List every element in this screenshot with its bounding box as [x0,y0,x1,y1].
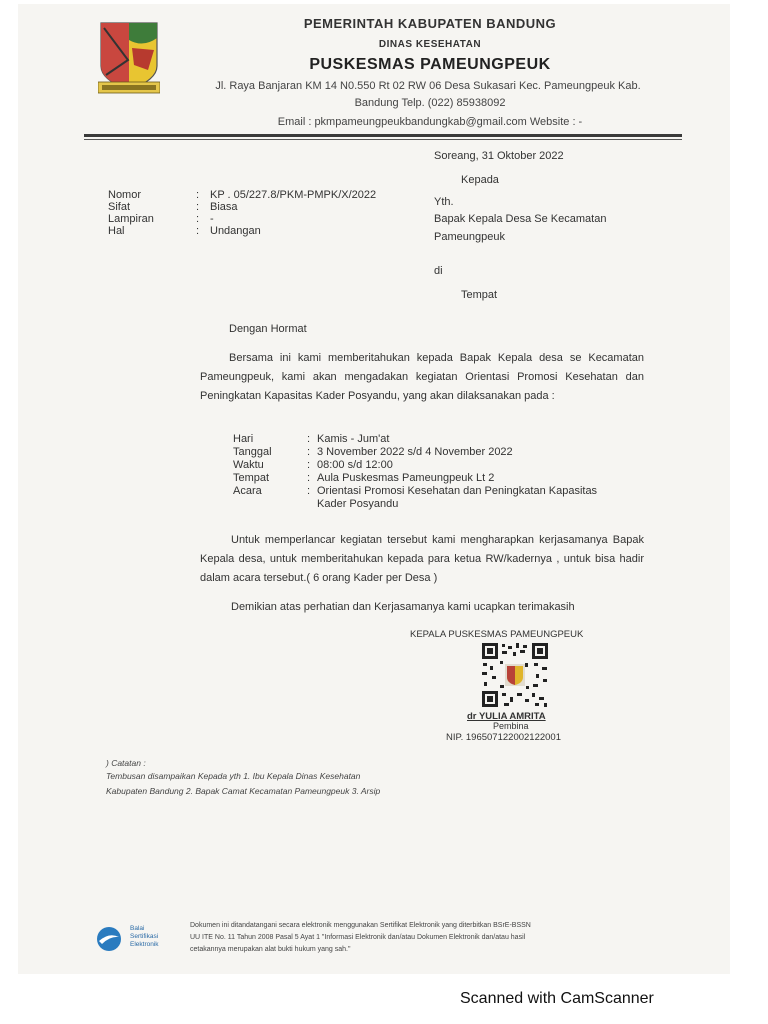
government-name: PEMERINTAH KABUPATEN BANDUNG [303,16,557,31]
esign-footer-line-3: cetakannya merupakan alat bukti hukum yang sah." [190,946,351,953]
detail-row: Hari : Kamis - Jum'at [233,433,390,445]
event-details [233,433,597,511]
department-name: DINAS KESEHATAN [378,39,482,50]
closing-line: Demikian atas perhatian dan Kerjasamanya kami ucapkan terimakasih [231,601,575,613]
signature-title: KEPALA PUSKESMAS PAMEUNGPEUK [410,629,584,640]
recipient-to: Kepada [461,174,499,186]
meta-row: Sifat : Biasa [108,201,238,213]
notes-line-2: Kabupaten Bandung 2. Bapak Camat Kecamatan Pameungpeuk 3. Arsip [106,786,381,796]
bsre-label: Balai Sertifikasi Elektronik [130,925,159,948]
meta-row: Nomor : KP . 05/227.8/PKM-PMPK/X/2022 [108,189,377,201]
detail-row: Tanggal : 3 November 2022 s/d 4 November 2022 [233,446,513,458]
recipient-name-line-1: Bapak Kepala Desa Se Kecamatan [434,213,607,225]
body-paragraph-2: Untuk memperlancar kegiatan tersebut kami mengharapkan kerjasamanya Bapak Kepala desa, untuk memberitahukan kepada para ketua RW/kadernya , untuk bisa hadir dalam acara tersebut.( 6 orang Kader per Desa ) [200,534,644,584]
recipient-yth: Yth. [434,196,454,208]
place-date: Soreang, 31 Oktober 2022 [434,150,564,162]
esign-footer-line-2: UU ITE No. 11 Tahun 2008 Pasal 5 Ayat 1 "Informasi Elektronik dan/atau Dokumen Elektronik dan/atau hasil [190,934,526,941]
esign-footer [190,920,531,956]
signatory-nip: NIP. 196507122002122001 [446,732,561,743]
recipient-name-line-2: Pameungpeuk [434,231,505,243]
notes-label: ) Catatan : [106,758,146,768]
address-line-1: Jl. Raya Banjaran KM 14 N0.550 Rt 02 RW 06 Desa Sukasari Kec. Pameungpeuk Kab. [215,80,641,92]
detail-row-continued: Kader Posyandu [317,498,399,510]
detail-row: Waktu : 08:00 s/d 12:00 [233,459,393,471]
header-rule-thin [84,139,682,140]
notes-line-1: Tembusan disampaikan Kepada yth 1. Ibu Kepala Dinas Kesehatan [106,771,361,781]
detail-row: Tempat : Aula Puskesmas Pameungpeuk Lt 2 [233,472,495,484]
kabupaten-bandung-logo [98,20,160,96]
meta-row: Lampiran : - [108,213,214,225]
intro-paragraph: Bersama ini kami memberitahukan kepada Bapak Kepala desa se Kecamatan Pameungpeuk, kami akan mengadakan kegiatan Orientasi Promosi Kesehatan dan Peningkatan Kapasitas Kader Posyandu, yang akan dilaksanakan pada : [200,352,644,402]
signatory-name: dr YULIA AMRITA [467,711,546,722]
organization-name: PUSKESMAS PAMEUNGPEUK [309,56,551,73]
recipient-tempat: Tempat [461,289,498,301]
camscanner-watermark: Scanned with CamScanner [460,990,654,1007]
letter-meta [108,189,376,237]
recipient-di: di [434,265,443,277]
contact-line: Email : pkmpameungpeukbandungkab@gmail.com Website : - [277,116,583,128]
esign-footer-line-1: Dokumen ini ditandatangani secara elektronik menggunakan Sertifikat Elektronik yang diterbitkan BSrE-BSSN [190,922,531,929]
qr-code-icon [480,641,550,709]
salutation: Dengan Hormat [229,323,307,335]
bsre-logo-icon [94,926,124,952]
signatory-rank: Pembina [493,721,529,731]
header-rule-thick [84,134,682,137]
detail-row: Acara : Orientasi Promosi Kesehatan dan Peningkatan Kapasitas [233,485,598,497]
meta-row: Hal : Undangan [108,225,261,237]
address-line-2: Bandung Telp. (022) 85938092 [354,97,506,109]
